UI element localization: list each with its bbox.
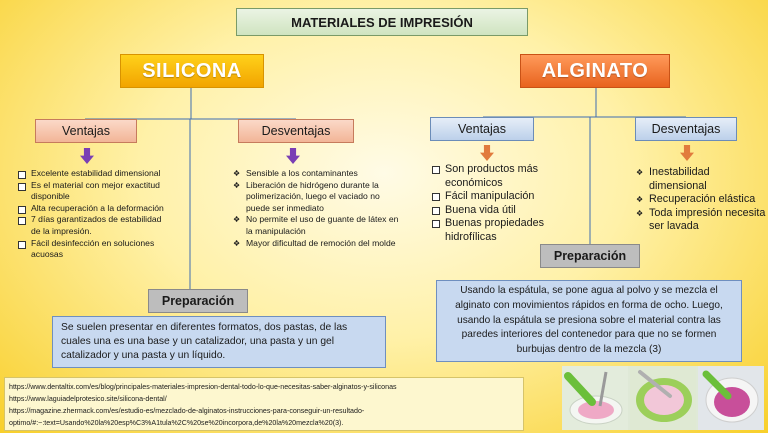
alginato-desventajas-list <box>636 166 766 234</box>
list-item: 7 días garantizados de estabilidad de la impresión. <box>18 214 170 237</box>
alginato-ventajas-list <box>432 163 560 244</box>
list-item: Alta recuperación a la deformación <box>18 203 170 215</box>
mixing-photos <box>562 366 764 430</box>
list-item: ❖ Liberación de hidrógeno durante la polimerización, luego el vaciado no puede ser inmediato <box>233 180 401 215</box>
list-item: Buenas propiedades hidrofílicas <box>432 217 560 244</box>
list-item: Excelente estabilidad dimensional <box>18 168 170 180</box>
reference-link[interactable]: https://www.dentaltix.com/es/blog/principales-materiales-impresion-dental-todo-lo-que-necesitas-saber-alginatos-y-siliconas <box>9 383 397 391</box>
reference-link[interactable]: https://magazine.zhermack.com/es/estudio-es/mezclado-de-alginatos-instrucciones-para-conseguir-un-resultado- <box>9 407 365 415</box>
alginato-desventajas-label: Desventajas <box>635 117 737 141</box>
list-item: Es el material con mejor exactitud disponible <box>18 180 170 203</box>
reference-link[interactable]: https://www.laguiadelprotesico.site/silicona-dental/ <box>9 395 167 403</box>
mixing-photo <box>630 366 696 430</box>
silicona-ventajas-list <box>18 168 170 261</box>
list-item: Fácil desinfección en soluciones acuosas <box>18 238 170 261</box>
list-item: ❖ Inestabilidad dimensional <box>636 166 766 193</box>
list-item: Son productos más económicos <box>432 163 560 190</box>
alginato-preparacion-text: Usando la espátula, se pone agua al polvo y se mezcla el alginato con movimientos rápidos en forma de ocho. Luego, usando la espátula se presiona sobre el material contra las paredes interiores del contenedor para que no se formen burbujas dentro de la mezcla (3) <box>436 280 742 362</box>
list-item: Fácil manipulación <box>432 190 560 204</box>
list-item: ❖ No permite el uso de guante de látex en la manipulación <box>233 214 401 237</box>
list-item: ❖ Recuperación elástica <box>636 193 766 207</box>
silicona-desventajas-list <box>233 168 401 249</box>
alginato-header: ALGINATO <box>520 54 670 88</box>
silicona-preparacion-label: Preparación <box>148 289 248 313</box>
silicona-header: SILICONA <box>120 54 264 88</box>
silicona-preparacion-text: Se suelen presentar en diferentes formatos, dos pastas, de las cuales una es una base y un catalizador, una pasta y un gel catalizador y una pasta y un líquido. <box>52 316 386 368</box>
list-item: ❖ Mayor dificultad de remoción del molde <box>233 238 401 250</box>
list-item: ❖ Sensible a los contaminantes <box>233 168 401 180</box>
list-item: Buena vida útil <box>432 204 560 218</box>
silicona-desventajas-label: Desventajas <box>238 119 354 143</box>
references-box <box>4 377 524 431</box>
silicona-ventajas-label: Ventajas <box>35 119 137 143</box>
mixing-photo <box>698 366 764 430</box>
page-title: MATERIALES DE IMPRESIÓN <box>236 8 528 36</box>
list-item: ❖ Toda impresión necesita ser lavada <box>636 207 766 234</box>
alginato-ventajas-label: Ventajas <box>430 117 534 141</box>
reference-link[interactable]: optimo/#:~:text=Usando%20la%20esp%C3%A1tula%2C%20se%20incorpora,de%20la%20mezcla%20(3). <box>9 419 344 427</box>
mixing-photo <box>562 366 628 430</box>
alginato-preparacion-label: Preparación <box>540 244 640 268</box>
